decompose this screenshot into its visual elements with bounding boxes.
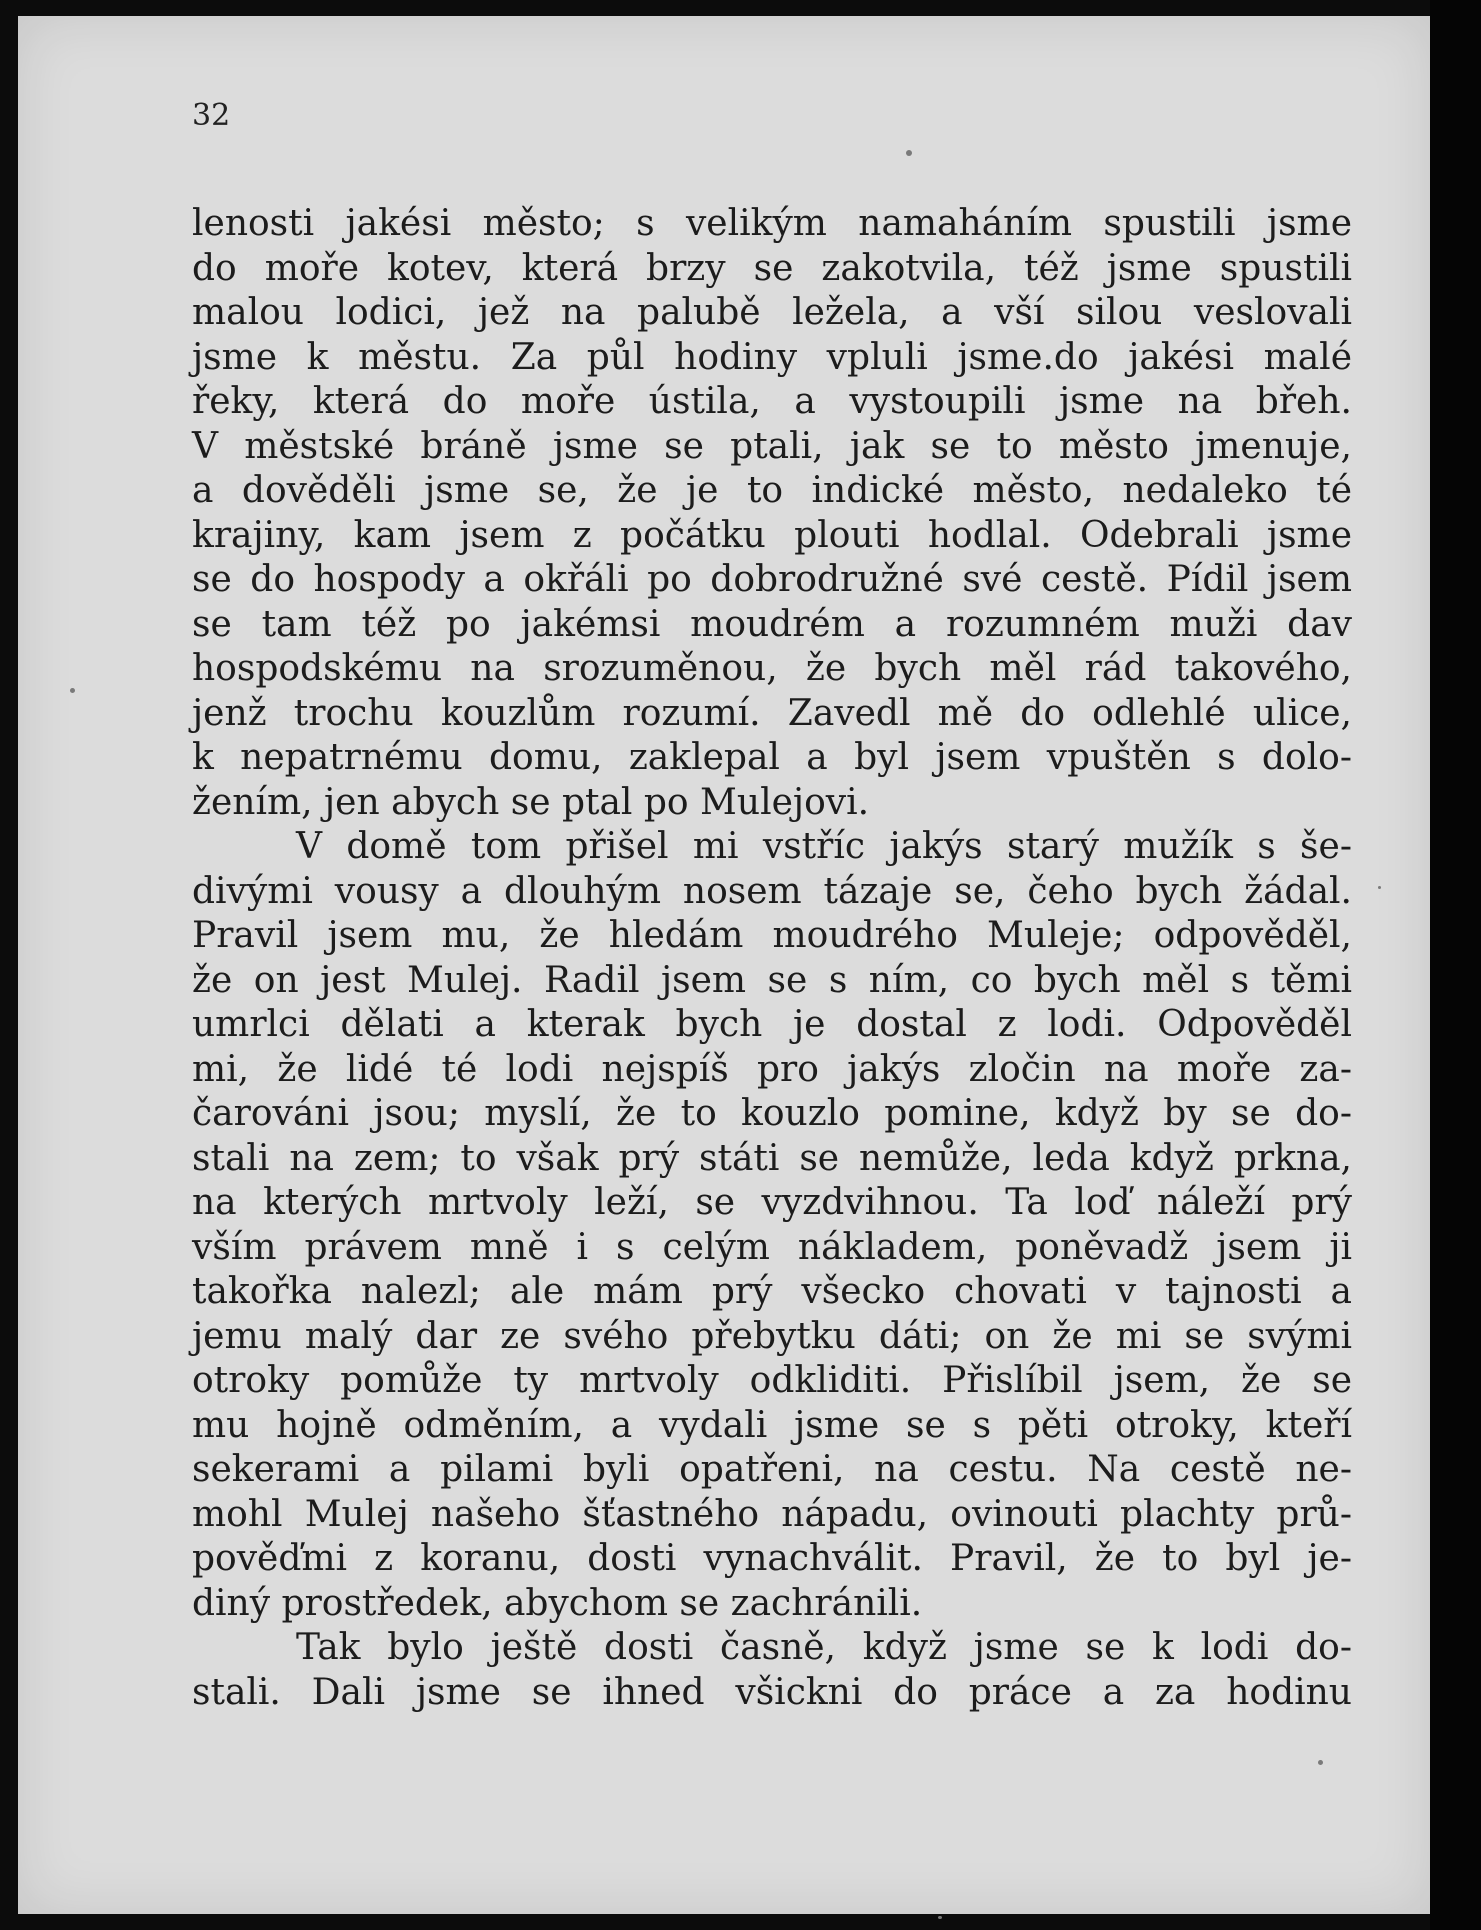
text-line: stali. Dali jsme se ihned všickni do práce a za hodinu bbox=[192, 1671, 1352, 1713]
text-line: že on jest Mulej. Radil jsem se s ním, co bych měl s těmi bbox=[192, 959, 1352, 1001]
text-line: jenž trochu kouzlům rozumí. Zavedl mě do odlehlé ulice, bbox=[192, 692, 1352, 734]
text-line: umrlci dělati a kterak bych je dostal z lodi. Odpověděl bbox=[192, 1004, 1352, 1045]
text-line: lenosti jakési město; s velikým namaháním spustili jsme bbox=[192, 203, 1352, 244]
text-line: mohl Mulej našeho šťastného nápadu, ovinouti plachty prů- bbox=[192, 1493, 1352, 1535]
text-line: do moře kotev, která brzy se zakotvila, též jsme spustili bbox=[192, 247, 1352, 289]
text-line: stali na zem; to však prý státi se nemůže, leda když prkna, bbox=[192, 1137, 1352, 1179]
text-line: hospodskému na srozuměnou, že bych měl rád takového, bbox=[192, 648, 1352, 689]
text-body bbox=[192, 202, 1352, 1715]
text-line: diný prostředek, abychom se zachránili. bbox=[192, 1582, 923, 1624]
text-line: se tam též po jakémsi moudrém a rozumném muži dav bbox=[192, 603, 1352, 645]
text-line: mu hojně odměním, a vydali jsme se s pěti otroky, kteří bbox=[192, 1404, 1352, 1446]
scan-speck bbox=[70, 688, 75, 693]
text-line: V městské bráně jsme se ptali, jak se to město jmenuje, bbox=[192, 425, 1352, 467]
scan-speck bbox=[1378, 886, 1381, 889]
text-line: žením, jen abych se ptal po Mulejovi. bbox=[192, 781, 870, 823]
text-line: krajiny, kam jsem z počátku plouti hodlal. Odebrali jsme bbox=[192, 514, 1352, 556]
text-line: na kterých mrtvoly leží, se vyzdvihnou. Ta loď náleží prý bbox=[192, 1182, 1352, 1223]
text-line: čarováni jsou; myslí, že to kouzlo pomine, když by se do- bbox=[192, 1093, 1352, 1134]
text-line: V domě tom přišel mi vstříc jakýs starý mužík s še- bbox=[296, 826, 1352, 867]
text-line: malou lodici, jež na palubě ležela, a vší silou veslovali bbox=[192, 292, 1352, 333]
text-line: jsme k městu. Za půl hodiny vpluli jsme.do jakési malé bbox=[192, 336, 1352, 378]
page-number: 32 bbox=[192, 98, 231, 133]
text-line: mi, že lidé té lodi nejspíš pro jakýs zločin na moře za- bbox=[192, 1048, 1352, 1090]
text-line: divými vousy a dlouhým nosem tázaje se, čeho bych žádal. bbox=[192, 870, 1352, 912]
text-line: otroky pomůže ty mrtvoly odkliditi. Přislíbil jsem, že se bbox=[192, 1360, 1352, 1401]
text-line: jemu malý dar ze svého přebytku dáti; on že mi se svými bbox=[192, 1315, 1352, 1357]
text-line: a dověděli jsme se, že je to indické město, nedaleko té bbox=[192, 470, 1352, 511]
text-line: sekerami a pilami byli opatřeni, na cestu. Na cestě ne- bbox=[192, 1449, 1352, 1490]
text-line: takořka nalezl; ale mám prý všecko chovati v tajnosti a bbox=[192, 1271, 1352, 1312]
scan-speck bbox=[1318, 1760, 1323, 1765]
scan-speck bbox=[938, 1916, 942, 1919]
text-line: Pravil jsem mu, že hledám moudrého Muleje; odpověděl, bbox=[192, 915, 1352, 956]
scanned-page bbox=[18, 16, 1430, 1914]
text-line: pověďmi z koranu, dosti vynachválit. Pravil, že to byl je- bbox=[192, 1538, 1352, 1579]
text-line: Tak bylo ještě dosti časně, když jsme se k lodi do- bbox=[296, 1627, 1352, 1668]
scan-right-edge bbox=[1430, 0, 1481, 1930]
text-line: vším právem mně i s celým nákladem, poněvadž jsem ji bbox=[192, 1226, 1352, 1268]
text-line: se do hospody a okřáli po dobrodružné své cestě. Pídil jsem bbox=[192, 559, 1352, 600]
text-line: řeky, která do moře ústila, a vystoupili jsme na břeh. bbox=[192, 381, 1352, 422]
text-line: k nepatrnému domu, zaklepal a byl jsem vpuštěn s dolo- bbox=[192, 737, 1352, 778]
scan-speck bbox=[906, 150, 912, 156]
